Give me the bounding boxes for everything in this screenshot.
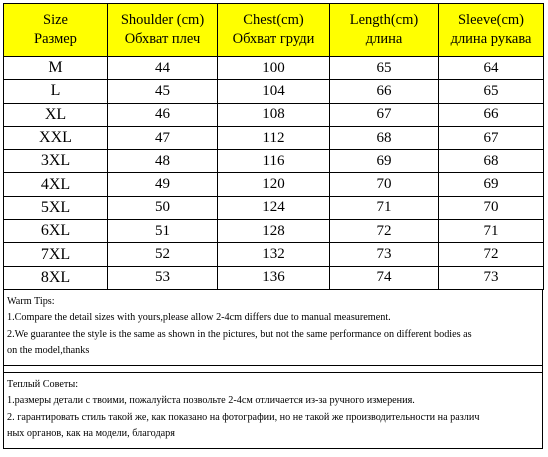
warm-tips-ru-line: 2. гарантировать стиль такой же, как показано на фотографии, но не такой же производительности на различ xyxy=(7,411,480,423)
shoulder-cell: 48 xyxy=(108,150,218,173)
header-length xyxy=(330,4,439,57)
header-sleeve-en: Sleeve(cm) xyxy=(457,12,525,28)
chest-cell: 112 xyxy=(218,126,330,149)
sleeve-cell: 70 xyxy=(439,196,544,219)
length-cell: 72 xyxy=(330,220,439,243)
sleeve-cell: 68 xyxy=(439,150,544,173)
length-cell: 69 xyxy=(330,150,439,173)
warm-tips-ru-line: ных органов, как на модели, благодаря xyxy=(7,428,175,440)
length-cell: 67 xyxy=(330,103,439,126)
warm-tips-ru-line: 1.размеры детали с твоими, пожалуйста позвольте 2-4см отличается из-за ручного измерения. xyxy=(7,395,415,407)
size-chart xyxy=(3,3,543,449)
shoulder-cell: 44 xyxy=(108,57,218,80)
length-cell: 66 xyxy=(330,80,439,103)
chest-cell: 116 xyxy=(218,150,330,173)
length-cell: 68 xyxy=(330,126,439,149)
shoulder-cell: 51 xyxy=(108,220,218,243)
chest-cell: 108 xyxy=(218,103,330,126)
header-size-en: Size xyxy=(43,12,68,28)
sleeve-cell: 66 xyxy=(439,103,544,126)
chest-cell: 132 xyxy=(218,243,330,266)
header-length-en: Length(cm) xyxy=(349,12,419,28)
sleeve-cell: 73 xyxy=(439,266,544,289)
header-row xyxy=(4,4,544,57)
header-chest-ru: Обхват груди xyxy=(232,31,315,47)
chest-cell: 120 xyxy=(218,173,330,196)
size-cell: L xyxy=(4,80,108,103)
size-cell: 7XL xyxy=(4,243,108,266)
warm-tips-en xyxy=(3,290,543,366)
warm-tips-line: 1.Compare the detail sizes with yours,please allow 2-4cm differs due to manual measurement. xyxy=(7,312,391,324)
chest-cell: 128 xyxy=(218,220,330,243)
header-size-ru: Размер xyxy=(34,31,77,47)
table-row xyxy=(4,173,544,196)
shoulder-cell: 45 xyxy=(108,80,218,103)
chest-cell: 100 xyxy=(218,57,330,80)
length-cell: 71 xyxy=(330,196,439,219)
shoulder-cell: 53 xyxy=(108,266,218,289)
sleeve-cell: 72 xyxy=(439,243,544,266)
size-cell: XL xyxy=(4,103,108,126)
shoulder-cell: 52 xyxy=(108,243,218,266)
length-cell: 73 xyxy=(330,243,439,266)
warm-tips-line: 2.We guarantee the style is the same as shown in the pictures, but not the same performance on different bodies as xyxy=(7,328,472,340)
shoulder-cell: 49 xyxy=(108,173,218,196)
table-row xyxy=(4,220,544,243)
shoulder-cell: 50 xyxy=(108,196,218,219)
warm-tips-ru-title: Теплый Советы: xyxy=(7,378,79,390)
size-cell: XXL xyxy=(4,126,108,149)
sleeve-cell: 71 xyxy=(439,220,544,243)
header-shoulder-ru: Обхват плеч xyxy=(124,31,201,47)
sleeve-cell: 64 xyxy=(439,57,544,80)
size-cell: M xyxy=(4,57,108,80)
size-cell: 4XL xyxy=(4,173,108,196)
size-cell: 3XL xyxy=(4,150,108,173)
header-chest xyxy=(218,4,330,57)
table-row xyxy=(4,126,544,149)
length-cell: 74 xyxy=(330,266,439,289)
sleeve-cell: 69 xyxy=(439,173,544,196)
size-cell: 6XL xyxy=(4,220,108,243)
warm-tips-ru xyxy=(3,372,543,449)
table-row xyxy=(4,57,544,80)
table-row xyxy=(4,150,544,173)
sleeve-cell: 67 xyxy=(439,126,544,149)
warm-tips-line: on the model,thanks xyxy=(7,345,90,357)
size-cell: 8XL xyxy=(4,266,108,289)
table-row xyxy=(4,196,544,219)
length-cell: 70 xyxy=(330,173,439,196)
header-shoulder-en: Shoulder (cm) xyxy=(120,12,205,28)
header-chest-en: Chest(cm) xyxy=(243,12,304,28)
header-sleeve xyxy=(439,4,544,57)
header-shoulder xyxy=(108,4,218,57)
chest-cell: 136 xyxy=(218,266,330,289)
table-row xyxy=(4,243,544,266)
chest-cell: 124 xyxy=(218,196,330,219)
table-row xyxy=(4,103,544,126)
table-row xyxy=(4,80,544,103)
sleeve-cell: 65 xyxy=(439,80,544,103)
header-sleeve-ru: длина рукава xyxy=(450,31,532,47)
header-size xyxy=(4,4,108,57)
shoulder-cell: 46 xyxy=(108,103,218,126)
table-row xyxy=(4,266,544,289)
length-cell: 65 xyxy=(330,57,439,80)
header-length-ru: длина xyxy=(365,31,403,47)
shoulder-cell: 47 xyxy=(108,126,218,149)
size-cell: 5XL xyxy=(4,196,108,219)
size-table xyxy=(3,3,544,290)
chest-cell: 104 xyxy=(218,80,330,103)
warm-tips-title: Warm Tips: xyxy=(7,295,55,307)
